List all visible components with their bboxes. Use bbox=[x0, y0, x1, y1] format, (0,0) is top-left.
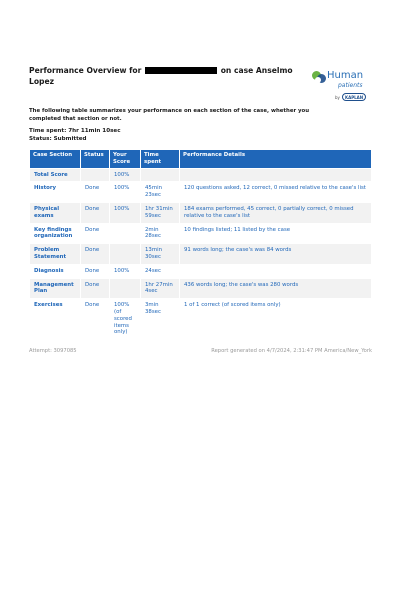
header-case-section: Case Section bbox=[30, 150, 81, 168]
cell-details: 120 questions asked, 12 correct, 0 missed relative to the case's list bbox=[180, 182, 372, 203]
cell-status: Done bbox=[81, 299, 110, 340]
table-row bbox=[30, 244, 372, 265]
cell-score bbox=[110, 223, 141, 244]
attempt-id: Attempt: 3097085 bbox=[29, 348, 77, 355]
cell-status: Done bbox=[81, 182, 110, 203]
cell-section: Management Plan bbox=[30, 278, 81, 299]
cell-score bbox=[110, 244, 141, 265]
report-generated: Report generated on 4/7/2024, 2:31:47 PM America/New_York bbox=[211, 348, 372, 355]
cell-section: Problem Statement bbox=[30, 244, 81, 265]
performance-table bbox=[29, 149, 372, 340]
table-row bbox=[30, 202, 372, 223]
table-row bbox=[30, 278, 372, 299]
table-row bbox=[30, 182, 372, 203]
cell-time: 13min 30sec bbox=[141, 244, 180, 265]
cell-status bbox=[81, 168, 110, 182]
page-title bbox=[29, 66, 311, 87]
table-row bbox=[30, 299, 372, 340]
table-row bbox=[30, 168, 372, 182]
status-text: Status: Submitted bbox=[29, 135, 87, 142]
table-row bbox=[30, 264, 372, 278]
report-page bbox=[29, 66, 372, 358]
table-row bbox=[30, 223, 372, 244]
cell-section: Physical exams bbox=[30, 202, 81, 223]
header-performance-details: Performance Details bbox=[180, 150, 372, 168]
cell-time: 1hr 27min 4sec bbox=[141, 278, 180, 299]
kaplan-logo: KAPLAN bbox=[342, 93, 366, 101]
cell-details: 184 exams performed, 45 correct, 0 partially correct, 0 missed relative to the case's list bbox=[180, 202, 372, 223]
title-suffix: on case Anselmo Lopez bbox=[29, 66, 293, 86]
cell-section: History bbox=[30, 182, 81, 203]
cell-score: 100% bbox=[110, 168, 141, 182]
cell-details: 91 words long; the case's was 84 words bbox=[180, 244, 372, 265]
cell-details: 10 findings listed; 11 listed by the case bbox=[180, 223, 372, 244]
intro-text: The following table summarizes your performance on each section of the case, whether you completed that section or not. bbox=[29, 108, 310, 122]
cell-score: 100% bbox=[110, 264, 141, 278]
cell-section: Exercises bbox=[30, 299, 81, 340]
logo-mark-icon bbox=[312, 71, 326, 85]
cell-status: Done bbox=[81, 264, 110, 278]
cell-section: Total Score bbox=[30, 168, 81, 182]
cell-details bbox=[180, 264, 372, 278]
cell-time: 24sec bbox=[141, 264, 180, 278]
cell-time: 2min 28sec bbox=[141, 223, 180, 244]
header-time-spent: Time spent bbox=[141, 150, 180, 168]
cell-status: Done bbox=[81, 202, 110, 223]
cell-status: Done bbox=[81, 223, 110, 244]
table-header-row bbox=[30, 150, 372, 168]
meta-block bbox=[29, 128, 372, 143]
header-status: Status bbox=[81, 150, 110, 168]
cell-status: Done bbox=[81, 278, 110, 299]
header-your-score: Your Score bbox=[110, 150, 141, 168]
logo-by: by bbox=[335, 95, 340, 100]
logo-sub: patients bbox=[338, 82, 363, 89]
redacted-name bbox=[145, 67, 217, 74]
cell-time: 3min 38sec bbox=[141, 299, 180, 340]
time-spent: Time spent: 7hr 11min 10sec bbox=[29, 128, 121, 135]
report-header bbox=[29, 66, 372, 108]
human-patients-logo bbox=[312, 71, 372, 109]
title-prefix: Performance Overview for bbox=[29, 66, 142, 75]
cell-score: 100% bbox=[110, 202, 141, 223]
cell-section: Diagnosis bbox=[30, 264, 81, 278]
cell-section: Key findings organization bbox=[30, 223, 81, 244]
logo-word: Human bbox=[327, 70, 364, 81]
cell-time: 1hr 31min 59sec bbox=[141, 202, 180, 223]
cell-time bbox=[141, 168, 180, 182]
cell-score: 100% bbox=[110, 182, 141, 203]
cell-score: 100% (of scored items only) bbox=[110, 299, 141, 340]
cell-status: Done bbox=[81, 244, 110, 265]
cell-score bbox=[110, 278, 141, 299]
cell-details: 1 of 1 correct (of scored items only) bbox=[180, 299, 372, 340]
cell-time: 45min 23sec bbox=[141, 182, 180, 203]
cell-details bbox=[180, 168, 372, 182]
cell-details: 436 words long; the case's was 280 words bbox=[180, 278, 372, 299]
report-footer bbox=[29, 348, 372, 358]
